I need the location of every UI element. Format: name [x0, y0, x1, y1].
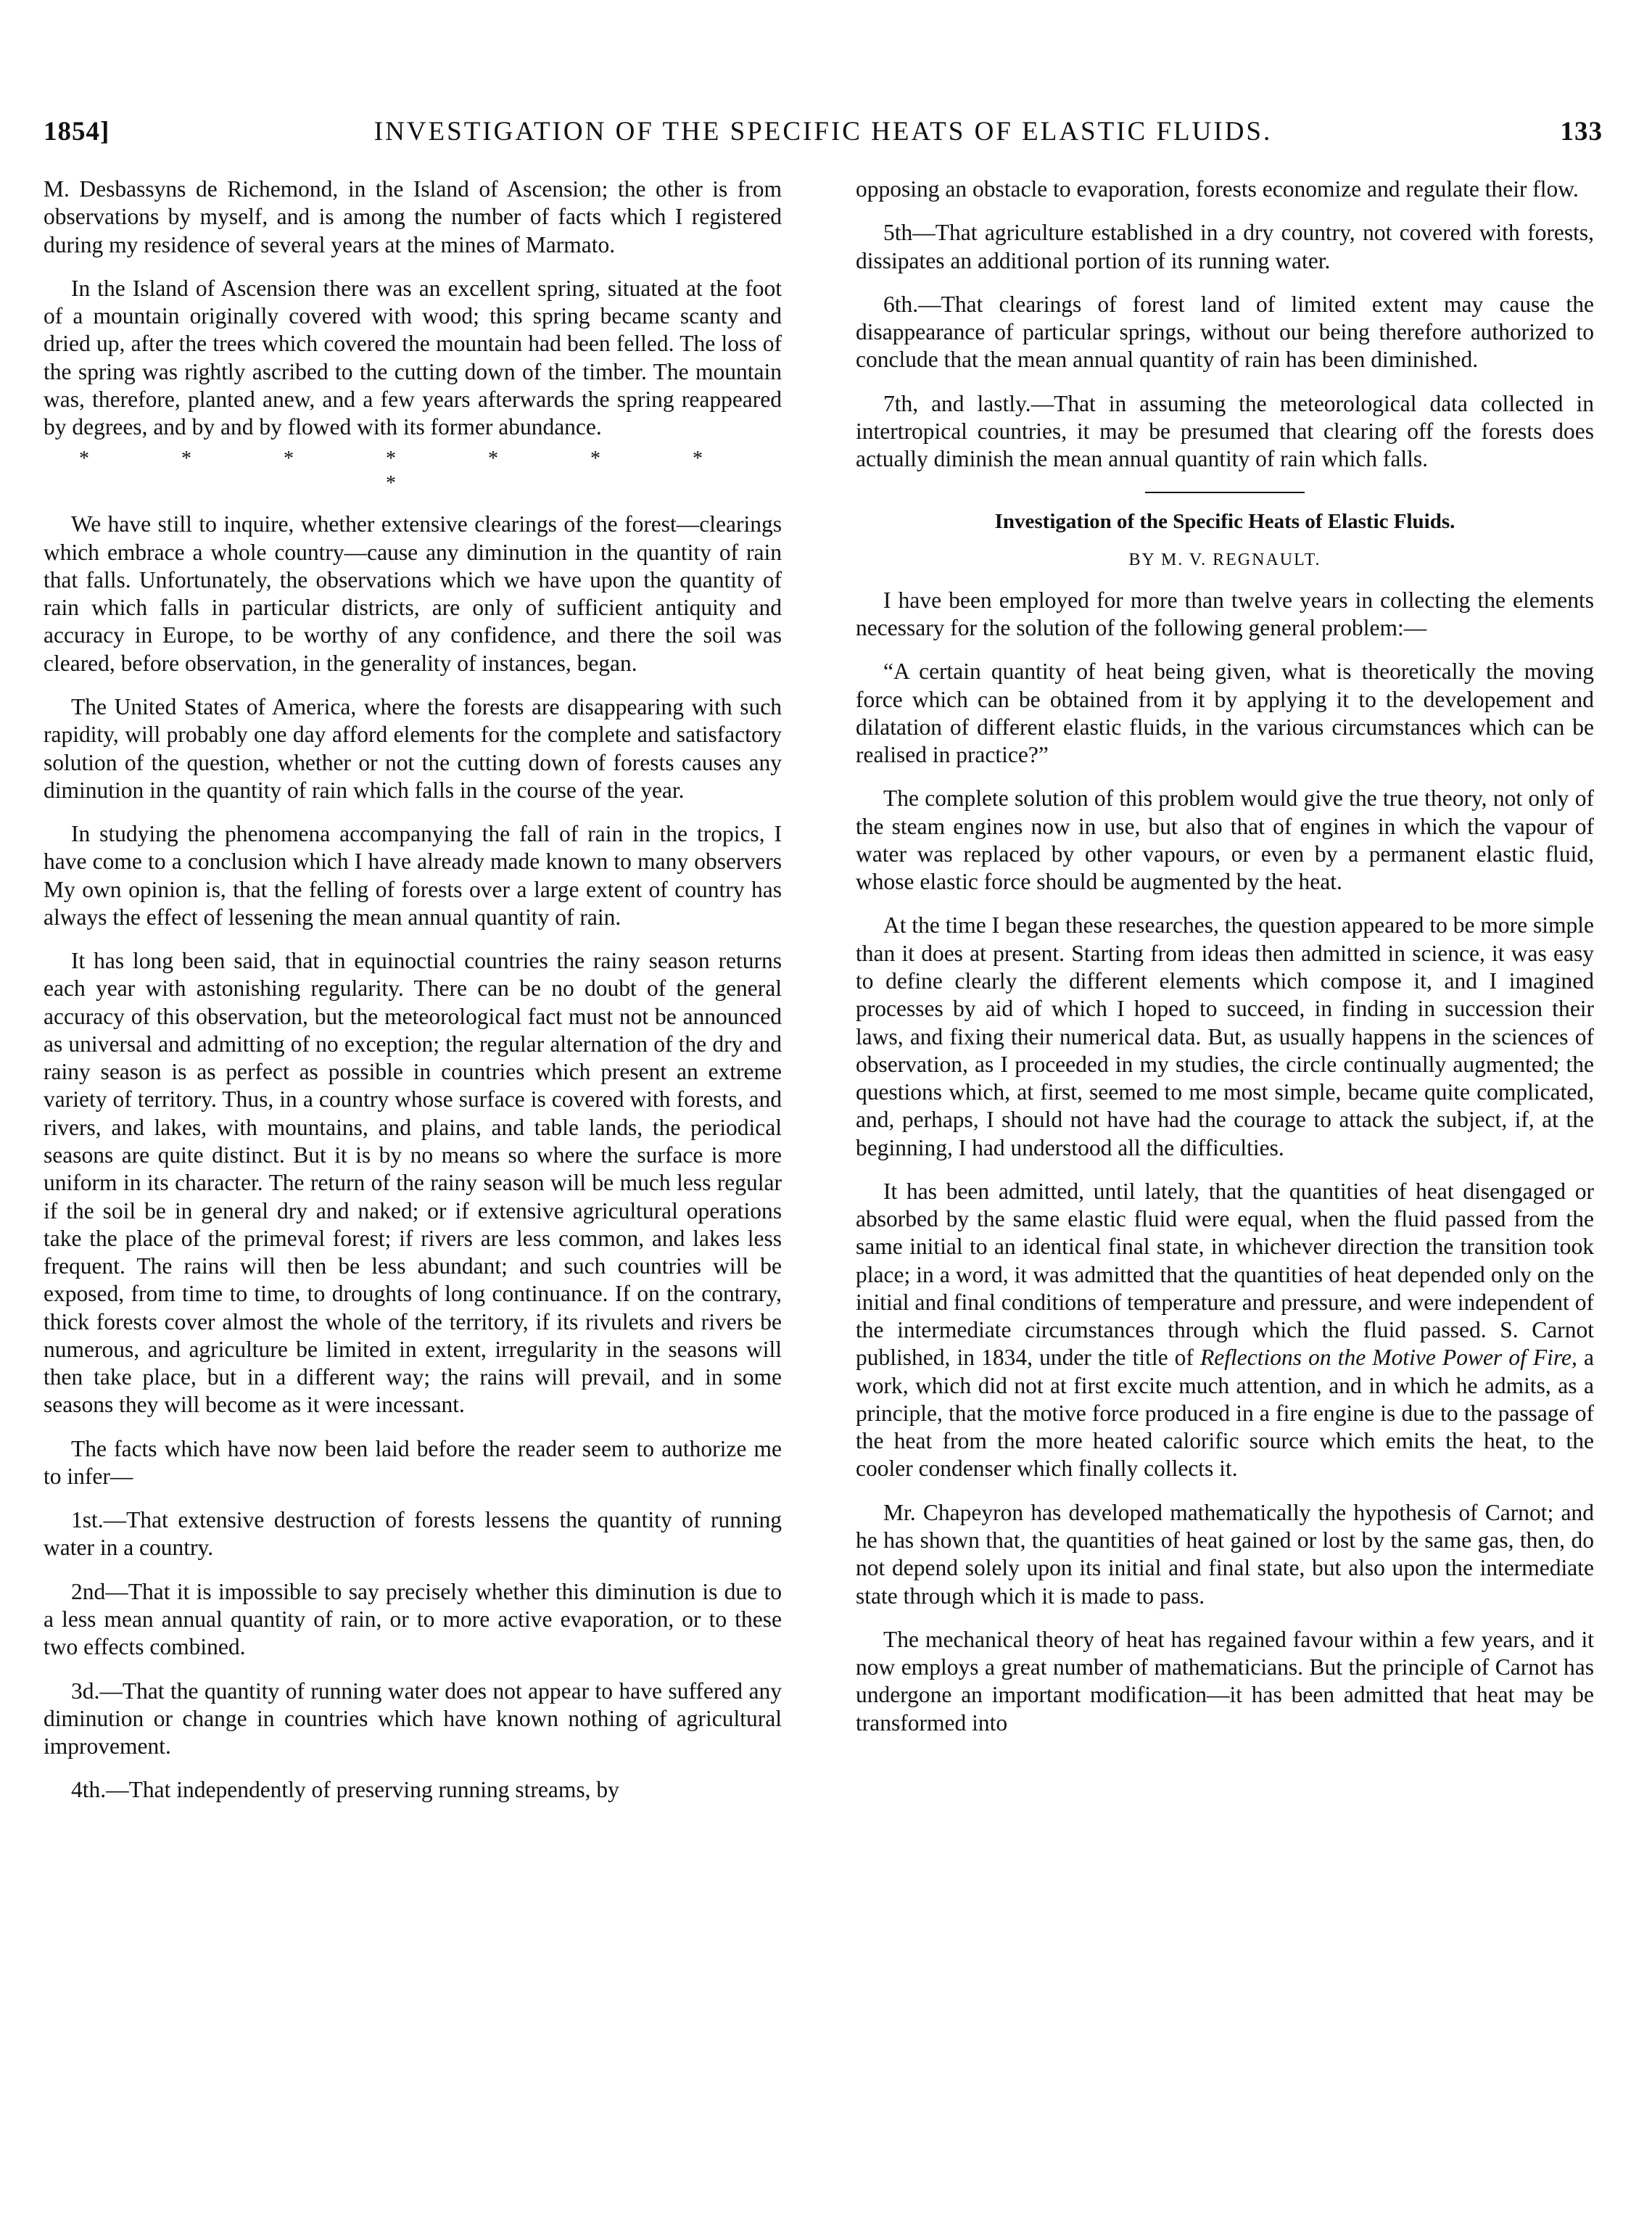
- paragraph: We have still to inquire, whether extensive clearings of the forest—clearings which embrace a whole country—cause any diminution in the quantity of rain that falls. Unfortunately, the observations which we have upon the quantity of rain which falls in particular districts, are only of sufficient antiquity and accuracy in Europe, to be worthy of any confidence, and there the soil was cleared, before observation, in the generality of instances, began.: [44, 511, 782, 676]
- paragraph: M. Desbassyns de Richemond, in the Island of Ascension; the other is from observations by myself, and is among the number of facts which I registered during my residence of several years at the mines of Marmato.: [44, 176, 782, 257]
- paragraph: Mr. Chapeyron has developed mathematically the hypothesis of Carnot; and he has shown that, the quantities of heat gained or lost by the same gas, then, do not depend solely upon its initial and final state, but also upon the intermediate state through which it is made to pass.: [856, 1499, 1594, 1609]
- inference-6th: 6th.—That clearings of forest land of limited extent may cause the disappearance of particular springs, without our being therefore authorized to conclude that the mean annual quantity of rain has been diminished.: [856, 291, 1594, 373]
- paragraph: The United States of America, where the forests are disappearing with such rapidity, will probably one day afford elements for the complete and satisfactory solution of the question, whether or not the cutting down of forests causes any diminution in the quantity of rain which falls in the course of the year.: [44, 694, 782, 803]
- paragraph: The facts which have now been laid before the reader seem to authorize me to infer—: [44, 1435, 782, 1489]
- article-byline: BY M. V. REGNAULT.: [1128, 550, 1321, 569]
- header-title: INVESTIGATION OF THE SPECIFIC HEATS OF ELASTIC FLUIDS.: [373, 117, 1273, 147]
- paragraph: At the time I began these researches, the question appeared to be more simple than it does at present. Starting from ideas then admitted in science, it was easy to define clearly the different elements which compose it, and I imagined processes by aid of which I hoped to succeed, in finding in succession their laws, and fixing their numerical data. But, as usually happens in the sciences of observation, as I proceeded in my studies, the circle continually augmented; the questions which, at first, seemed to me most simple, became quite complicated, and, perhaps, I should not have had the courage to attack the subject, if, at the beginning, I had understood all the difficulties.: [856, 912, 1594, 1160]
- paragraph: [856, 1178, 1594, 1483]
- quoted-problem: “A certain quantity of heat being given, what is theoretically the moving force which can be obtained from it by applying it to the developement and dilatation of different elastic fluids, in the various circumstances which can be realised in practice?”: [856, 659, 1594, 768]
- inference-2nd: 2nd—That it is impossible to say precisely whether this diminution is due to a less mean annual quantity of rain, or to more active evaporation, or to these two effects combined.: [44, 1578, 782, 1660]
- section-break-stars: * * * * * * * *: [79, 447, 746, 495]
- paragraph: opposing an obstacle to evaporation, forests economize and regulate their flow.: [856, 176, 1579, 202]
- header-year: 1854]: [44, 117, 110, 147]
- text-run: It has been admitted, until lately, that the quantities of heat disengaged or absorbed by the same elastic fluid were equal, when the fluid passed from the same initial to an identical final state, in whichever direction the transition took place; in a word, it was admitted that the quantities of heat depended only on the initial and final conditions of temperature and pressure, and were independent of the intermediate circumstances through which the fluid passed. S. Carnot published, in 1834, under the title of: [856, 1178, 1594, 1371]
- paragraph: The complete solution of this problem would give the true theory, not only of the steam engines now in use, but also that of engines in which the vapour of water was replaced by other vapours, or even by a permanent elastic fluid, whose elastic force should be augmented by the heat.: [856, 785, 1594, 895]
- running-head: [44, 109, 1603, 160]
- inference-7th: 7th, and lastly.—That in assuming the meteorological data collected in intertropical countries, it may be presumed that clearing off the forests does actually diminish the mean annual quantity of rain which falls.: [856, 390, 1594, 472]
- page-number: 133: [1560, 117, 1603, 147]
- paragraph: The mechanical theory of heat has regained favour within a few years, and it now employs a great number of mathematicians. But the principle of Carnot has undergone an important modification—it has been admitted that heat may be transformed into: [856, 1626, 1594, 1736]
- left-column: [44, 176, 782, 1820]
- paragraph: I have been employed for more than twelve years in collecting the elements necessary for the solution of the following general problem:—: [856, 587, 1594, 641]
- right-column: [856, 176, 1594, 1753]
- article-title: Investigation of the Specific Heats of Elastic Fluids.: [994, 510, 1455, 534]
- inference-4th: 4th.—That independently of preserving running streams, by: [71, 1777, 619, 1803]
- paragraph: In studying the phenomena accompanying the fall of rain in the tropics, I have come to a conclusion which I have already made known to many observers My own opinion is, that the felling of forests over a large extent of country has always the effect of lessening the mean annual quantity of rain.: [44, 821, 782, 930]
- text-run: a work, which did not at first excite much attention, and in which he admits, as a principle, that the motive force produced in a fire engine is due to the passage of the heat from the more heated calorific source which emits the heat, to the cooler condenser which finally collects it.: [856, 1345, 1594, 1482]
- paragraph: In the Island of Ascension there was an excellent spring, situated at the foot of a mountain originally covered with wood; this spring became scanty and dried up, after the trees which covered the mountain had been felled. The loss of the spring was rightly ascribed to the cutting down of the timber. The mountain was, therefore, planted anew, and a few years afterwards the spring reappeared by degrees, and by and by flowed with its former abundance.: [44, 275, 782, 440]
- inference-3d: 3d.—That the quantity of running water does not appear to have suffered any diminution or change in countries which have known nothing of agricultural improvement.: [44, 1678, 782, 1759]
- divider-rule: [1145, 492, 1305, 493]
- inference-1st: 1st.—That extensive destruction of forests lessens the quantity of running water in a country.: [44, 1507, 782, 1561]
- journal-page: [44, 109, 1603, 2198]
- inference-5th: 5th—That agriculture established in a dry country, not covered with forests, dissipates an additional portion of its running water.: [856, 220, 1594, 273]
- paragraph: It has long been said, that in equinoctial countries the rainy season returns each year with astonishing regularity. There can be no doubt of the general accuracy of this observation, but the meteorological fact must not be announced as universal and admitting of no exception; the regular alternation of the dry and rainy season is as perfect as possible in countries which present an extreme variety of territory. Thus, in a country whose surface is covered with forests, and rivers, and lakes, with mountains, and plains, and table lands, the periodical seasons are quite distinct. But it is by no means so where the surface is more uniform in its character. The return of the rainy season will be much less regular if the soil be in general dry and naked; or if extensive agricultural operations take the place of the primeval forest; if rivers are less common, and lakes less frequent. The rains will then be less abundant; and such countries will be exposed, from time to time, to droughts of long continuance. If on the contrary, thick forests cover almost the whole of the territory, if its rivulets and rivers be numerous, and agriculture be limited in extent, irregularity in the seasons will then take place, but in a different way; the rains will prevail, and in some seasons they will become as it were incessant.: [44, 948, 782, 1418]
- book-title: Reflections on the Motive Power of Fire,: [1200, 1345, 1577, 1371]
